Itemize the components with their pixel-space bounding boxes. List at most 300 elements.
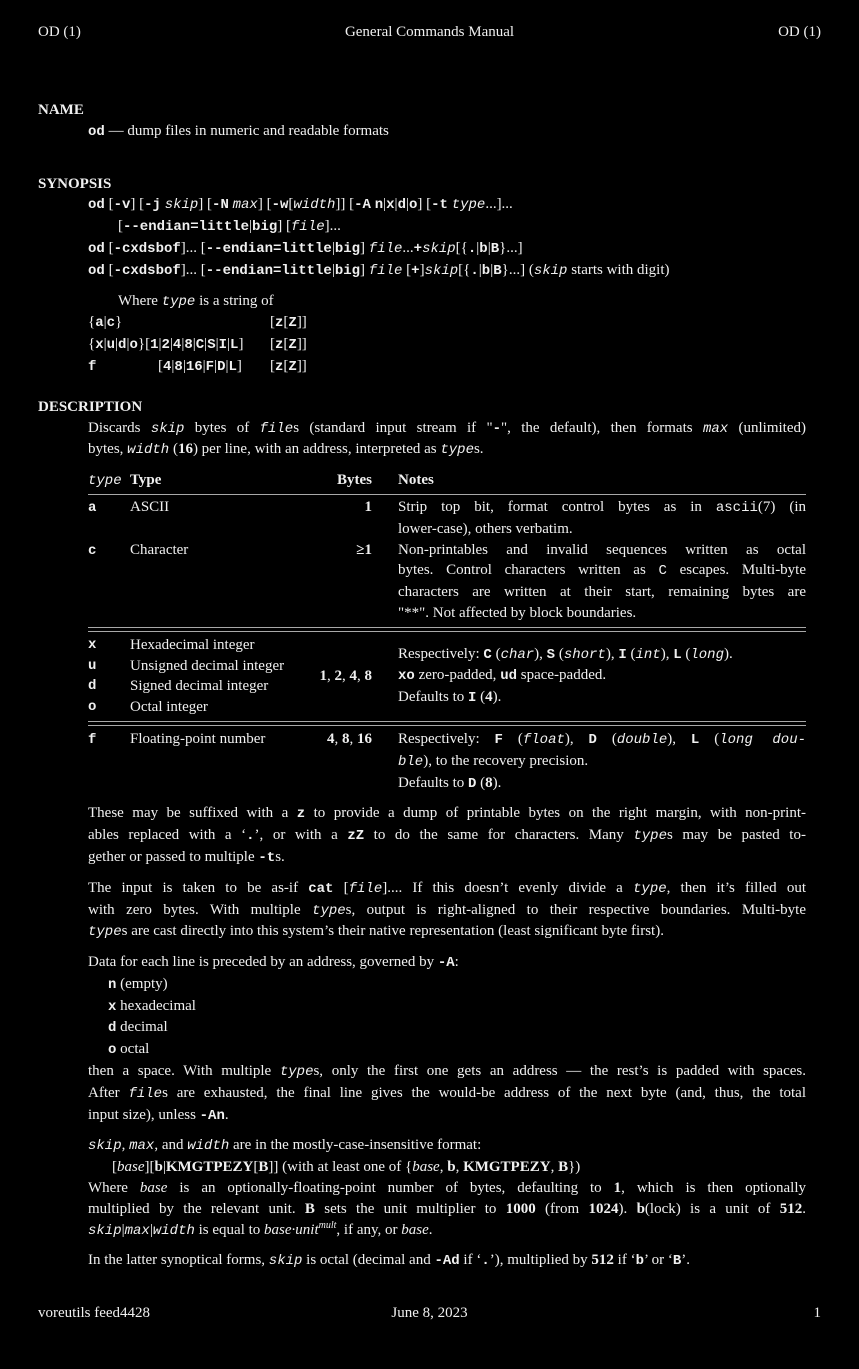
text-segment: width xyxy=(293,197,336,214)
table-row-c xyxy=(88,540,806,624)
text-segment: base·unit xyxy=(264,1221,319,1238)
row-f-notes xyxy=(398,729,806,794)
text-segment: 8 xyxy=(485,774,493,791)
text-segment: float xyxy=(522,731,565,748)
text-segment: ), xyxy=(667,730,691,747)
text-segment: starts with digit) xyxy=(567,261,670,278)
text-segment: | xyxy=(115,336,119,353)
text-segment: type xyxy=(88,924,122,941)
integer-row-keys xyxy=(88,635,130,718)
table-double-rule xyxy=(88,627,806,632)
text-segment: ( xyxy=(555,645,564,662)
footer-page-number: 1 xyxy=(813,1305,821,1321)
integer-row-names xyxy=(130,635,300,718)
text-line xyxy=(88,1135,806,1157)
text-segment: z xyxy=(296,806,306,823)
text-segment: (unlimited) xyxy=(728,419,806,436)
text-segment: C xyxy=(658,563,667,580)
text-segment: These may be suffixed with a xyxy=(88,805,297,822)
text-segment: ( xyxy=(699,730,720,747)
text-segment: type xyxy=(451,197,486,214)
text-segment: f xyxy=(88,358,97,375)
text-segment: z xyxy=(275,315,284,332)
text-segment: ]] xyxy=(296,336,307,353)
text-segment: ( xyxy=(502,730,523,747)
text-line xyxy=(88,418,806,440)
text-segment: ) per line, with an address, interpreted as xyxy=(192,441,441,458)
text-segment: [ xyxy=(104,196,114,213)
text-segment: : xyxy=(454,954,459,971)
text-segment: -N xyxy=(212,197,229,214)
col-header-bytes xyxy=(300,470,372,492)
text-line xyxy=(398,582,806,603)
text-segment: 1000 xyxy=(505,1200,536,1217)
row-f-name xyxy=(130,729,300,794)
where-f-suffix xyxy=(270,356,307,378)
text-segment: 1024 xyxy=(588,1200,619,1217)
text-segment: max xyxy=(129,1138,155,1155)
text-segment: is an optionally-floating-point number of bytes, defaulting to xyxy=(167,1180,614,1197)
text-segment: + xyxy=(411,262,420,279)
text-segment: --endian=little xyxy=(123,219,250,236)
text-segment: , xyxy=(439,1159,448,1176)
text-segment: u xyxy=(106,337,116,354)
text-segment: -An xyxy=(199,1107,225,1124)
text-segment: D xyxy=(217,358,226,375)
table-row-a xyxy=(88,497,806,540)
text-segment: , and xyxy=(154,1137,188,1154)
text-segment: After xyxy=(88,1084,129,1101)
footer-date: June 8, 2023 xyxy=(391,1305,468,1321)
text-segment: char xyxy=(500,646,535,663)
text-segment: [ xyxy=(112,1159,117,1176)
row-x-name: Hexadecimal integer xyxy=(130,636,255,653)
text-segment: z xyxy=(275,358,284,375)
text-segment: skip xyxy=(422,240,456,257)
text-line xyxy=(398,603,806,624)
text-segment: . xyxy=(224,1106,229,1123)
text-segment: ] [ xyxy=(277,218,292,235)
text-segment: lower-case), others verbatim. xyxy=(398,520,573,537)
text-segment: ). xyxy=(618,1200,637,1217)
text-segment: 2 xyxy=(334,667,342,684)
text-segment: s are cast directly into this system’s their native representation (least significant byte first). xyxy=(121,923,664,940)
row-f-key xyxy=(88,729,130,794)
where-xudo-pattern xyxy=(88,334,270,356)
where-f-pattern xyxy=(88,356,158,378)
row-a-notes xyxy=(398,497,806,540)
text-segment: The input is taken to be as-if xyxy=(88,879,309,896)
address-intro xyxy=(88,952,806,974)
text-segment: ]... xyxy=(324,218,341,235)
text-segment: type xyxy=(312,902,346,919)
row-o-key: o xyxy=(88,699,97,716)
text-segment: ]] (with at least one of { xyxy=(268,1159,413,1176)
address-item-o xyxy=(108,1039,806,1061)
text-segment: mult xyxy=(318,1219,337,1231)
text-segment: ascii xyxy=(715,499,758,516)
address-continuation xyxy=(88,1061,806,1126)
text-segment: , xyxy=(550,1159,559,1176)
text-segment: is a string of xyxy=(195,292,274,309)
text-segment: | xyxy=(103,336,107,353)
text-segment: base xyxy=(139,1180,168,1197)
text-segment: , xyxy=(121,1137,130,1154)
text-segment: [ xyxy=(288,196,294,213)
text-segment: [{ xyxy=(458,261,471,278)
text-segment: S xyxy=(207,337,216,354)
text-segment: Z xyxy=(288,337,297,354)
text-segment: n xyxy=(108,976,117,993)
text-segment: , xyxy=(349,730,357,747)
integer-row-notes xyxy=(398,644,806,709)
row-c-notes xyxy=(398,540,806,624)
text-segment: short xyxy=(563,646,606,663)
synopsis-line-3 xyxy=(88,238,806,260)
row-c-key xyxy=(88,540,130,624)
text-segment: file xyxy=(291,219,325,236)
text-segment: }...] xyxy=(499,239,523,256)
header-title: General Commands Manual xyxy=(344,24,515,40)
text-segment: max xyxy=(124,1222,150,1239)
text-segment: are in the mostly-case-insensitive format: xyxy=(229,1137,482,1154)
text-segment: [ xyxy=(253,1159,259,1176)
text-segment: is equal to xyxy=(194,1221,265,1238)
text-segment: if ‘ xyxy=(459,1252,482,1269)
text-segment: b xyxy=(481,262,491,279)
text-segment: b xyxy=(635,1253,644,1270)
text-segment: --endian=little xyxy=(205,240,332,257)
text-segment: ] [ xyxy=(130,196,145,213)
text-segment: -w xyxy=(271,197,289,214)
text-segment: | xyxy=(487,239,491,256)
text-segment: (7) (in xyxy=(757,498,806,515)
text-segment: Where xyxy=(88,1180,140,1197)
where-intro xyxy=(118,291,806,313)
text-segment: s (standard input stream if " xyxy=(293,419,493,436)
text-segment: Notes xyxy=(398,472,434,489)
paragraph-format xyxy=(88,1135,806,1241)
text-segment: s. xyxy=(275,848,285,865)
text-line xyxy=(398,540,806,561)
text-segment: 4 xyxy=(172,337,182,354)
text-segment: ]... [ xyxy=(180,261,206,278)
text-segment: 16 xyxy=(357,730,372,747)
synopsis-line-2 xyxy=(118,216,806,238)
text-segment: d xyxy=(118,337,127,354)
name-summary xyxy=(88,121,806,143)
text-segment: ]] [ xyxy=(335,196,355,213)
text-segment: Strip top bit, format control bytes as in xyxy=(398,498,716,515)
text-line xyxy=(88,921,806,943)
text-segment: | xyxy=(204,336,208,353)
text-segment: -v xyxy=(113,197,131,214)
text-segment: ( xyxy=(681,645,691,662)
row-a-key xyxy=(88,497,130,540)
text-segment: c xyxy=(106,315,116,332)
text-segment: 2 xyxy=(161,337,170,354)
text-segment: od xyxy=(88,197,105,214)
text-segment: ( xyxy=(596,730,617,747)
text-line xyxy=(112,1157,806,1178)
text-segment: type xyxy=(161,293,196,310)
text-segment: L xyxy=(690,731,700,748)
text-segment: L xyxy=(230,337,239,354)
text-segment: L xyxy=(228,358,237,375)
text-segment: [ xyxy=(104,239,114,256)
text-segment: }[ xyxy=(137,336,151,353)
text-segment: | xyxy=(158,336,162,353)
text-segment: Z xyxy=(288,315,297,332)
text-line xyxy=(398,497,806,519)
text-segment: . xyxy=(428,1221,433,1238)
text-segment: L xyxy=(673,646,682,663)
text-segment: od xyxy=(88,262,105,279)
text-segment: | xyxy=(227,336,231,353)
text-segment: ]... [ xyxy=(180,239,206,256)
text-segment: -t xyxy=(431,197,448,214)
text-segment: [ xyxy=(158,357,163,374)
text-segment: D xyxy=(588,731,597,748)
text-segment: s may be pasted to- xyxy=(666,827,806,844)
text-segment: — dump files in numeric and readable formats xyxy=(104,122,389,139)
text-segment: | xyxy=(192,336,196,353)
text-segment: ( xyxy=(476,774,486,791)
text-segment: decimal xyxy=(116,1019,168,1036)
text-segment: -j xyxy=(144,197,161,214)
text-segment: | xyxy=(394,196,398,213)
text-segment: ), xyxy=(660,645,674,662)
text-segment: ].... If this doesn’t evenly divide a xyxy=(382,879,634,896)
text-segment: | xyxy=(202,357,206,374)
text-segment: space-padded. xyxy=(517,667,607,684)
text-segment: Defaults to xyxy=(398,689,468,706)
col-gap xyxy=(372,470,398,492)
text-segment: I xyxy=(467,690,477,707)
text-segment: ASCII xyxy=(130,498,170,515)
text-segment: ] [ xyxy=(417,196,432,213)
row-d-name: Signed decimal integer xyxy=(130,678,269,695)
text-segment: | xyxy=(476,239,480,256)
text-segment: type xyxy=(440,442,474,459)
text-line xyxy=(88,900,806,922)
col-header-type-name xyxy=(130,470,300,492)
table-double-rule xyxy=(88,721,806,726)
text-segment: . xyxy=(470,262,479,279)
text-segment: | xyxy=(383,196,387,213)
text-segment: c xyxy=(88,542,97,559)
text-segment: Floating-point number xyxy=(130,730,266,747)
section-heading-synopsis: SYNOPSIS xyxy=(38,175,112,192)
text-segment: Non-printables and invalid sequences written as octal xyxy=(398,541,806,558)
text-segment: s, only the first one gets an address — the rest’s is padded with spaces. xyxy=(313,1063,806,1080)
text-segment: zZ xyxy=(347,828,365,845)
text-segment: ( xyxy=(169,441,178,458)
text-segment: type xyxy=(633,828,667,845)
row-c-bytes xyxy=(300,540,372,624)
page-footer xyxy=(38,1303,821,1324)
text-segment: | xyxy=(225,357,229,374)
text-segment: Respectively: xyxy=(398,645,484,662)
text-segment: }...] ( xyxy=(501,261,534,278)
text-segment: to provide a dump of printable bytes on the right margin, with non-print- xyxy=(305,805,806,822)
where-row-f xyxy=(88,356,806,378)
row-c-name xyxy=(130,540,300,624)
row-a-name xyxy=(130,497,300,540)
text-segment: Discards xyxy=(88,419,151,436)
text-segment: I xyxy=(218,337,228,354)
text-segment: to do the same for characters. Many xyxy=(364,827,634,844)
text-segment: C xyxy=(483,646,492,663)
text-segment: octal xyxy=(116,1041,150,1058)
text-segment: ’. xyxy=(681,1252,691,1269)
text-segment: s, output is right-aligned to their respective boundaries. Multi-byte xyxy=(345,901,806,918)
text-segment: file xyxy=(128,1085,163,1102)
text-segment: skip xyxy=(533,262,568,279)
text-segment: type xyxy=(633,880,667,897)
text-segment: ] xyxy=(360,261,369,278)
text-line xyxy=(88,825,806,847)
text-segment: { xyxy=(88,314,96,331)
text-line xyxy=(398,751,806,773)
text-line xyxy=(88,1105,806,1127)
text-segment: d xyxy=(397,197,406,214)
page-header xyxy=(38,22,821,43)
text-segment: double xyxy=(616,731,668,748)
text-segment: | xyxy=(121,1221,125,1238)
text-segment: big xyxy=(334,262,361,279)
text-segment: | xyxy=(478,261,482,278)
text-segment: [ xyxy=(283,314,289,331)
text-line xyxy=(398,560,806,582)
text-segment: (lock) is a unit of xyxy=(644,1200,780,1217)
text-segment: B xyxy=(490,240,500,257)
text-segment: max xyxy=(232,197,258,214)
text-segment: skip xyxy=(88,1222,122,1239)
text-segment: { xyxy=(88,336,96,353)
text-segment: KMGTPEZY xyxy=(165,1159,254,1176)
text-segment: ). xyxy=(492,689,502,706)
synopsis-line-4 xyxy=(88,260,806,282)
text-segment: width xyxy=(152,1222,195,1239)
text-segment: F xyxy=(205,358,215,375)
text-segment: | xyxy=(162,1159,166,1176)
text-segment: 4 xyxy=(327,730,335,747)
text-segment: F xyxy=(494,731,503,748)
text-segment: o xyxy=(108,1042,117,1059)
footer-left: voreutils feed4428 xyxy=(38,1305,151,1321)
text-segment: b xyxy=(154,1159,163,1176)
text-segment: hexadecimal xyxy=(116,997,196,1014)
text-segment: type xyxy=(279,1064,314,1081)
text-line xyxy=(398,687,806,709)
text-segment: ] xyxy=(238,336,244,353)
text-segment: ables replaced with a ‘ xyxy=(88,827,247,844)
row-x-key: x xyxy=(88,636,97,653)
text-segment: ] xyxy=(236,357,242,374)
text-segment: d xyxy=(108,1020,117,1037)
text-segment: I xyxy=(618,646,627,663)
text-segment: 4 xyxy=(163,358,172,375)
text-segment: skip xyxy=(164,197,199,214)
text-segment: }) xyxy=(568,1159,581,1176)
text-line xyxy=(88,1199,806,1220)
text-segment: 8 xyxy=(184,337,193,354)
text-segment: z xyxy=(275,337,284,354)
text-segment: if ‘ xyxy=(613,1252,636,1269)
text-segment: | xyxy=(171,357,175,374)
text-segment: 1 xyxy=(150,337,159,354)
text-line xyxy=(88,1061,806,1083)
text-segment: ] xyxy=(419,261,425,278)
text-segment: width xyxy=(187,1138,230,1155)
text-segment: Character xyxy=(130,541,189,558)
text-segment: max xyxy=(702,420,729,437)
text-segment: long dou- xyxy=(719,731,806,748)
header-left: OD (1) xyxy=(38,24,81,40)
text-segment: ’ or ‘ xyxy=(643,1252,673,1269)
paragraph-suffix-z xyxy=(88,803,806,868)
text-segment: od xyxy=(88,123,105,140)
text-segment: long xyxy=(690,646,724,663)
text-segment: f xyxy=(88,731,97,748)
text-segment: , xyxy=(357,667,365,684)
section-heading-name: NAME xyxy=(38,102,84,118)
text-segment: skip xyxy=(424,262,459,279)
text-segment: type xyxy=(88,473,122,490)
text-line xyxy=(398,665,806,687)
address-item-d xyxy=(108,1017,806,1039)
text-segment: ), to the recovery precision. xyxy=(423,752,589,769)
table-row-integers xyxy=(88,635,806,718)
text-segment: multiplied by the relevant unit. xyxy=(88,1200,305,1217)
text-segment: base xyxy=(117,1159,145,1176)
text-segment: + xyxy=(413,240,423,257)
text-segment: B xyxy=(672,1253,682,1270)
text-line xyxy=(88,878,806,900)
text-segment: , xyxy=(342,667,350,684)
text-segment: , xyxy=(455,1159,464,1176)
text-segment: width xyxy=(127,442,170,459)
text-segment: ]] xyxy=(296,357,307,374)
text-segment: . xyxy=(481,1253,490,1270)
text-line xyxy=(398,729,806,751)
text-segment: | xyxy=(126,336,130,353)
text-segment: bytes. Control characters written as xyxy=(398,562,659,579)
section-heading-description: DESCRIPTION xyxy=(38,398,143,415)
text-segment: 8 xyxy=(364,667,372,684)
text-line xyxy=(88,1178,806,1199)
text-segment: 1 xyxy=(319,667,327,684)
text-segment: | xyxy=(169,336,173,353)
text-segment: is octal (decimal and xyxy=(302,1252,435,1269)
text-segment: Defaults to xyxy=(398,774,468,791)
text-segment: b xyxy=(447,1159,456,1176)
text-segment: x xyxy=(386,197,395,214)
text-segment: gether or passed to multiple xyxy=(88,848,259,865)
text-segment: , which is then optionally xyxy=(621,1180,806,1197)
text-segment: | xyxy=(249,218,253,235)
text-segment: | xyxy=(181,336,185,353)
address-item-x xyxy=(108,996,806,1018)
text-segment: with zero bytes. With multiple xyxy=(88,901,313,918)
text-segment: o xyxy=(129,337,138,354)
text-segment: ] [ xyxy=(198,196,213,213)
where-ac-pattern xyxy=(88,312,270,334)
type-table-header xyxy=(88,470,806,495)
text-segment: a xyxy=(88,499,97,516)
text-segment: -A xyxy=(437,955,455,972)
